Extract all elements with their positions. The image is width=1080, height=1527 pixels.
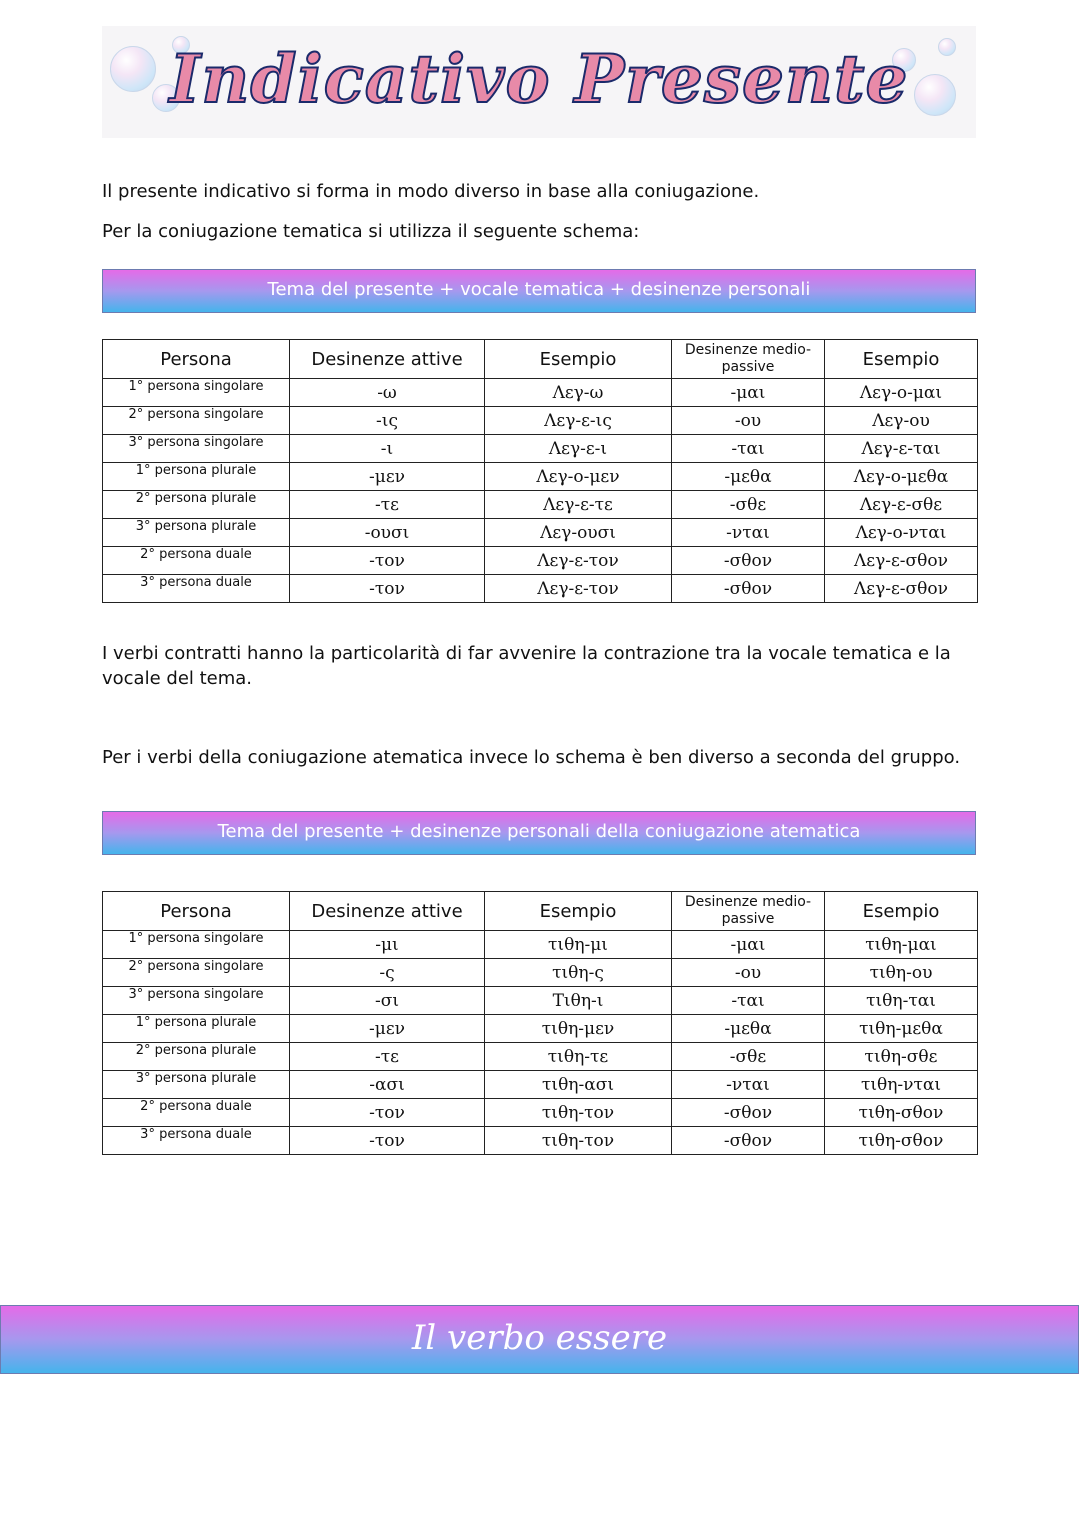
- mediopassive-ending-cell: -σθον: [672, 575, 825, 603]
- active-ending-cell: -μι: [290, 931, 485, 959]
- example-cell: Λεγ-ε-ται: [825, 435, 978, 463]
- persona-cell: 1° persona plurale: [103, 1015, 290, 1043]
- example-cell: τιθη-μεθα: [825, 1015, 978, 1043]
- example-cell: Λεγ-ου: [825, 407, 978, 435]
- mediopassive-ending-cell: -μαι: [672, 931, 825, 959]
- mediopassive-ending-cell: -νται: [672, 1071, 825, 1099]
- persona-cell: 2° persona singolare: [103, 959, 290, 987]
- example-cell: τιθη-σθον: [825, 1127, 978, 1155]
- athematic-text: Per i verbi della coniugazione atematica invece lo schema è ben diverso a seconda del gruppo.: [102, 747, 961, 768]
- active-ending-cell: -τον: [290, 547, 485, 575]
- table-row: [103, 547, 978, 575]
- table-row: [103, 1127, 978, 1155]
- example-cell: τιθη-τον: [485, 1127, 672, 1155]
- header-example: Esempio: [485, 340, 672, 379]
- example-cell: τιθη-τε: [485, 1043, 672, 1071]
- header-example: Esempio: [825, 892, 978, 931]
- header-persona: Persona: [103, 340, 290, 379]
- example-cell: τιθη-ασι: [485, 1071, 672, 1099]
- example-cell: Λεγ-ε-ι: [485, 435, 672, 463]
- example-cell: Λεγ-ο-νται: [825, 519, 978, 547]
- header-example: Esempio: [485, 892, 672, 931]
- example-cell: τιθη-ου: [825, 959, 978, 987]
- scheme-banner-thematic: Tema del presente + vocale tematica + desinenze personali: [102, 269, 976, 313]
- table-row: [103, 1071, 978, 1099]
- active-ending-cell: -ω: [290, 379, 485, 407]
- mediopassive-ending-cell: -ται: [672, 435, 825, 463]
- example-cell: Λεγ-ε-τον: [485, 547, 672, 575]
- example-cell: Λεγ-ε-σθον: [825, 575, 978, 603]
- example-cell: Τιθη-ι: [485, 987, 672, 1015]
- thematic-conjugation-table: [102, 339, 978, 603]
- header-example: Esempio: [825, 340, 978, 379]
- table-row: [103, 463, 978, 491]
- table-row: [103, 931, 978, 959]
- header-active-endings: Desinenze attive: [290, 340, 485, 379]
- mediopassive-ending-cell: -μαι: [672, 379, 825, 407]
- example-cell: τιθη-νται: [825, 1071, 978, 1099]
- active-ending-cell: -μεν: [290, 463, 485, 491]
- section-banner-essere: [0, 1305, 1079, 1374]
- mediopassive-ending-cell: -σθον: [672, 1127, 825, 1155]
- persona-cell: 2° persona duale: [103, 1099, 290, 1127]
- mediopassive-ending-cell: -σθε: [672, 1043, 825, 1071]
- example-cell: τιθη-ται: [825, 987, 978, 1015]
- mediopassive-ending-cell: -ου: [672, 959, 825, 987]
- persona-cell: 1° persona plurale: [103, 463, 290, 491]
- active-ending-cell: -μεν: [290, 1015, 485, 1043]
- persona-cell: 1° persona singolare: [103, 931, 290, 959]
- persona-cell: 3° persona singolare: [103, 435, 290, 463]
- active-ending-cell: -ι: [290, 435, 485, 463]
- intro-line-2: Per la coniugazione tematica si utilizza il seguente schema:: [102, 221, 640, 242]
- active-ending-cell: -ασι: [290, 1071, 485, 1099]
- mediopassive-ending-cell: -μεθα: [672, 1015, 825, 1043]
- persona-cell: 2° persona plurale: [103, 491, 290, 519]
- example-cell: τιθη-σθε: [825, 1043, 978, 1071]
- table-row: [103, 1043, 978, 1071]
- example-cell: Λεγ-ο-μεν: [485, 463, 672, 491]
- example-cell: Λεγ-ο-μεθα: [825, 463, 978, 491]
- persona-cell: 3° persona duale: [103, 1127, 290, 1155]
- persona-cell: 3° persona duale: [103, 575, 290, 603]
- example-cell: τιθη-ς: [485, 959, 672, 987]
- persona-cell: 3° persona plurale: [103, 519, 290, 547]
- active-ending-cell: -τον: [290, 1127, 485, 1155]
- example-cell: Λεγ-ουσι: [485, 519, 672, 547]
- mediopassive-ending-cell: -σθον: [672, 547, 825, 575]
- active-ending-cell: -σι: [290, 987, 485, 1015]
- active-ending-cell: -ουσι: [290, 519, 485, 547]
- header-persona: Persona: [103, 892, 290, 931]
- mediopassive-ending-cell: -ου: [672, 407, 825, 435]
- table-row: [103, 435, 978, 463]
- title-banner: [102, 26, 976, 138]
- example-cell: Λεγ-ε-σθον: [825, 547, 978, 575]
- page-title: Indicativo Presente: [169, 40, 909, 118]
- active-ending-cell: -τον: [290, 1099, 485, 1127]
- example-cell: τιθη-μι: [485, 931, 672, 959]
- active-ending-cell: -τε: [290, 1043, 485, 1071]
- example-cell: Λεγ-ο-μαι: [825, 379, 978, 407]
- header-active-endings: Desinenze attive: [290, 892, 485, 931]
- mediopassive-ending-cell: -σθον: [672, 1099, 825, 1127]
- example-cell: τιθη-σθον: [825, 1099, 978, 1127]
- table-row: [103, 379, 978, 407]
- table-row: [103, 407, 978, 435]
- table-row: [103, 1099, 978, 1127]
- table-row: [103, 987, 978, 1015]
- mediopassive-ending-cell: -νται: [672, 519, 825, 547]
- mediopassive-ending-cell: -μεθα: [672, 463, 825, 491]
- header-mediopassive-endings: Desinenze medio-passive: [672, 892, 825, 931]
- active-ending-cell: -τον: [290, 575, 485, 603]
- table-row: [103, 519, 978, 547]
- persona-cell: 2° persona duale: [103, 547, 290, 575]
- scheme-banner-athematic: Tema del presente + desinenze personali della coniugazione atematica: [102, 811, 976, 855]
- example-cell: Λεγ-ε-ις: [485, 407, 672, 435]
- persona-cell: 3° persona singolare: [103, 987, 290, 1015]
- example-cell: Λεγ-ω: [485, 379, 672, 407]
- persona-cell: 2° persona plurale: [103, 1043, 290, 1071]
- mediopassive-ending-cell: -ται: [672, 987, 825, 1015]
- active-ending-cell: -ς: [290, 959, 485, 987]
- persona-cell: 3° persona plurale: [103, 1071, 290, 1099]
- header-mediopassive-endings: Desinenze medio-passive: [672, 340, 825, 379]
- example-cell: Λεγ-ε-τον: [485, 575, 672, 603]
- intro-line-1: Il presente indicativo si forma in modo diverso in base alla coniugazione.: [102, 181, 760, 202]
- active-ending-cell: -τε: [290, 491, 485, 519]
- example-cell: Λεγ-ε-τε: [485, 491, 672, 519]
- table-row: [103, 491, 978, 519]
- active-ending-cell: -ις: [290, 407, 485, 435]
- example-cell: τιθη-μαι: [825, 931, 978, 959]
- example-cell: Λεγ-ε-σθε: [825, 491, 978, 519]
- athematic-conjugation-table: [102, 891, 978, 1155]
- mediopassive-ending-cell: -σθε: [672, 491, 825, 519]
- table-row: [103, 1015, 978, 1043]
- table-row: [103, 959, 978, 987]
- persona-cell: 2° persona singolare: [103, 407, 290, 435]
- section-title-essere: Il verbo essere: [411, 1318, 668, 1358]
- contract-verbs-text: I verbi contratti hanno la particolarità di far avvenire la contrazione tra la vocale tematica e la vocale del tema.: [102, 643, 951, 689]
- persona-cell: 1° persona singolare: [103, 379, 290, 407]
- table-row: [103, 575, 978, 603]
- example-cell: τιθη-τον: [485, 1099, 672, 1127]
- example-cell: τιθη-μεν: [485, 1015, 672, 1043]
